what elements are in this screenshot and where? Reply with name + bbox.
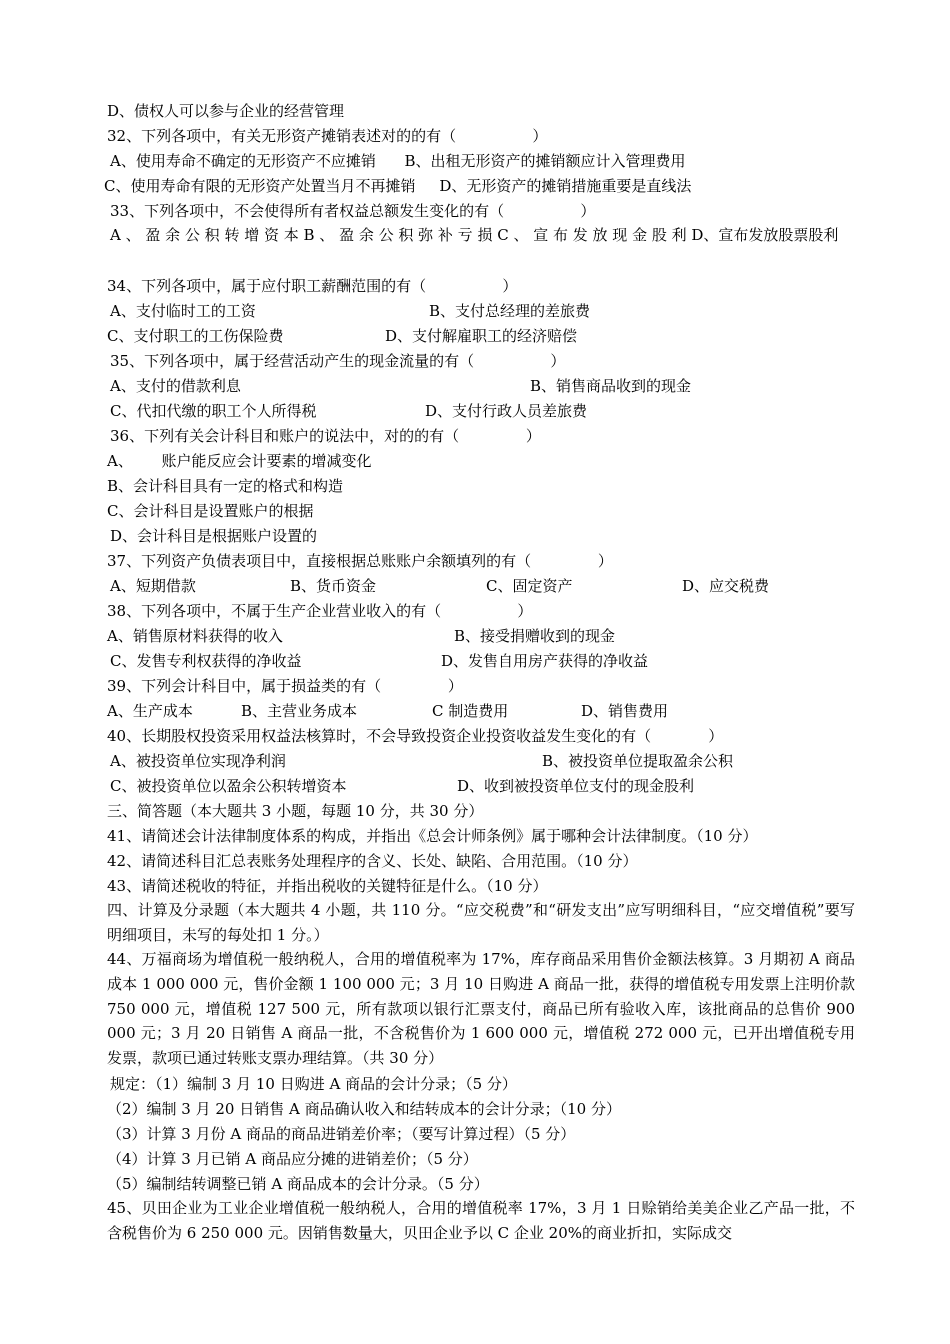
question-32-options-cd: C、使用寿命有限的无形资产处置当月不再摊销 D、无形资产的摊销措施重要是直线法 bbox=[104, 177, 692, 195]
question-33: 33、下列各项中，不会使得所有者权益总额发生变化的有（ ） bbox=[110, 202, 596, 220]
question-36-option-d: D、会计科目是根据账户设置的 bbox=[110, 527, 318, 545]
section-4-heading: 四、计算及分录题（本大题共 4 小题，共 110 分。“应交税费”和“研发支出”应写明细科目，“应交增值税”要写明细项目，未写的每处扣 1 分。） bbox=[107, 901, 855, 944]
question-38-option-a: A、销售原材料获得的收入 bbox=[107, 627, 283, 645]
question-37-option-a: A、短期借款 bbox=[110, 577, 196, 595]
question-39-option-b: B、主营业务成本 bbox=[241, 702, 358, 720]
question-41: 41、请简述会计法律制度体系的构成，并指出《总会计师条例》属于哪种会计法律制度。（10 分） bbox=[107, 827, 758, 845]
question-36: 36、下列有关会计科目和账户的说法中，对的的有（ ） bbox=[110, 427, 541, 445]
question-34-option-c: C、支付职工的工伤保险费 bbox=[107, 327, 284, 345]
question-35-option-c: C、代扣代缴的职工个人所得税 bbox=[110, 402, 317, 420]
question-37-option-b: B、货币资金 bbox=[290, 577, 377, 595]
question-40-option-c: C、被投资单位以盈余公积转增资本 bbox=[110, 777, 347, 795]
question-34-option-d: D、支付解雇职工的经济赔偿 bbox=[385, 327, 578, 345]
question-34: 34、下列各项中，属于应付职工薪酬范围的有（ ） bbox=[107, 277, 518, 295]
question-40-option-d: D、收到被投资单位支付的现金股利 bbox=[457, 777, 695, 795]
question-40-option-a: A、被投资单位实现净利润 bbox=[110, 752, 286, 770]
question-42: 42、请简述科目汇总表账务处理程序的含义、长处、缺陷、合用范围。（10 分） bbox=[107, 852, 638, 870]
question-38-option-b: B、接受捐赠收到的现金 bbox=[454, 627, 616, 645]
question-44: 44、万福商场为增值税一般纳税人，合用的增值税率为 17%，库存商品采用售价金额法核算。3 月期初 A 商品成本 1 000 000 元，售价金额 1 100 000 元；3 月 10 日购进 A 商品一批，获得的增值税专用发票上注明价款 750 000 元，增值税 127 500 元，所有款项以银行汇票支付，商品已所有验收入库，该批商品的总售价 900 000 元；3 月 20 日销售 A 商品一批，不含税售价为 1 600 000 元，增值税 272 000 元，已开出增值税专用发票，款项已通过转账支票办理结算。（共 30 分） bbox=[107, 950, 855, 1068]
question-39-option-a: A、生产成本 bbox=[107, 702, 193, 720]
question-37: 37、下列资产负债表项目中，直接根据总账账户余额填列的有（ ） bbox=[107, 552, 613, 570]
question-35-option-a: A、支付的借款利息 bbox=[110, 377, 241, 395]
question-39: 39、下列会计科目中，属于损益类的有（ ） bbox=[107, 677, 463, 695]
question-40-option-b: B、被投资单位提取盈余公积 bbox=[542, 752, 734, 770]
question-39-option-d: D、销售费用 bbox=[581, 702, 669, 720]
question-43: 43、请简述税收的特征，并指出税收的关键特征是什么。（10 分） bbox=[107, 877, 548, 895]
question-38-option-c: C、发售专利权获得的净收益 bbox=[110, 652, 302, 670]
question-39-option-c: C 制造费用 bbox=[432, 702, 509, 720]
question-44-req-4: （4）计算 3 月已销 A 商品应分摊的进销差价；（5 分） bbox=[107, 1150, 478, 1168]
question-35: 35、下列各项中，属于经营活动产生的现金流量的有（ ） bbox=[110, 352, 566, 370]
question-34-option-b: B、支付总经理的差旅费 bbox=[429, 302, 591, 320]
question-36-option-c: C、会计科目是设置账户的根据 bbox=[107, 502, 314, 520]
question-35-option-d: D、支付行政人员差旅费 bbox=[425, 402, 588, 420]
question-32-options-ab: A、使用寿命不确定的无形资产不应摊销 B、出租无形资产的摊销额应计入管理费用 bbox=[110, 152, 686, 170]
question-38: 38、下列各项中，不属于生产企业营业收入的有（ ） bbox=[107, 602, 533, 620]
question-37-option-c: C、固定资产 bbox=[486, 577, 573, 595]
question-45: 45、贝田企业为工业企业增值税一般纳税人，合用的增值税率 17%，3 月 1 日赊销给美美企业乙产品一批，不含税售价为 6 250 000 元。因销售数量大，贝田企业予以 C 企业 20%的商业折扣，实际成交 bbox=[107, 1199, 855, 1242]
question-32: 32、下列各项中，有关无形资产摊销表述对的的有（ ） bbox=[107, 127, 548, 145]
option-d-creditor: D、债权人可以参与企业的经营管理 bbox=[107, 102, 345, 120]
question-37-option-d: D、应交税费 bbox=[682, 577, 770, 595]
question-38-option-d: D、发售自用房产获得的净收益 bbox=[441, 652, 649, 670]
question-44-req-1: 规定：（1）编制 3 月 10 日购进 A 商品的会计分录；（5 分） bbox=[110, 1075, 517, 1093]
question-33-options: A 、 盈 余 公 积 转 增 资 本 B 、 盈 余 公 积 弥 补 亏 损 C 、 宣 布 发 放 现 金 股 利 D、宣布发放股票股利 bbox=[110, 226, 839, 244]
section-3-heading: 三、简答题（本大题共 3 小题，每题 10 分，共 30 分） bbox=[107, 802, 484, 820]
question-44-req-2: （2）编制 3 月 20 日销售 A 商品确认收入和结转成本的会计分录；（10 分） bbox=[107, 1100, 621, 1118]
question-35-option-b: B、销售商品收到的现金 bbox=[530, 377, 692, 395]
question-36-option-a: A、 账户能反应会计要素的增减变化 bbox=[107, 452, 372, 470]
question-36-option-b: B、会计科目具有一定的格式和构造 bbox=[107, 477, 344, 495]
question-34-option-a: A、支付临时工的工资 bbox=[110, 302, 256, 320]
question-40: 40、长期股权投资采用权益法核算时，不会导致投资企业投资收益发生变化的有（ ） bbox=[107, 727, 724, 745]
question-44-req-5: （5）编制结转调整已销 A 商品成本的会计分录。（5 分） bbox=[107, 1175, 489, 1193]
question-44-req-3: （3）计算 3 月份 A 商品的商品进销差价率；（要写计算过程）（5 分） bbox=[107, 1125, 576, 1143]
